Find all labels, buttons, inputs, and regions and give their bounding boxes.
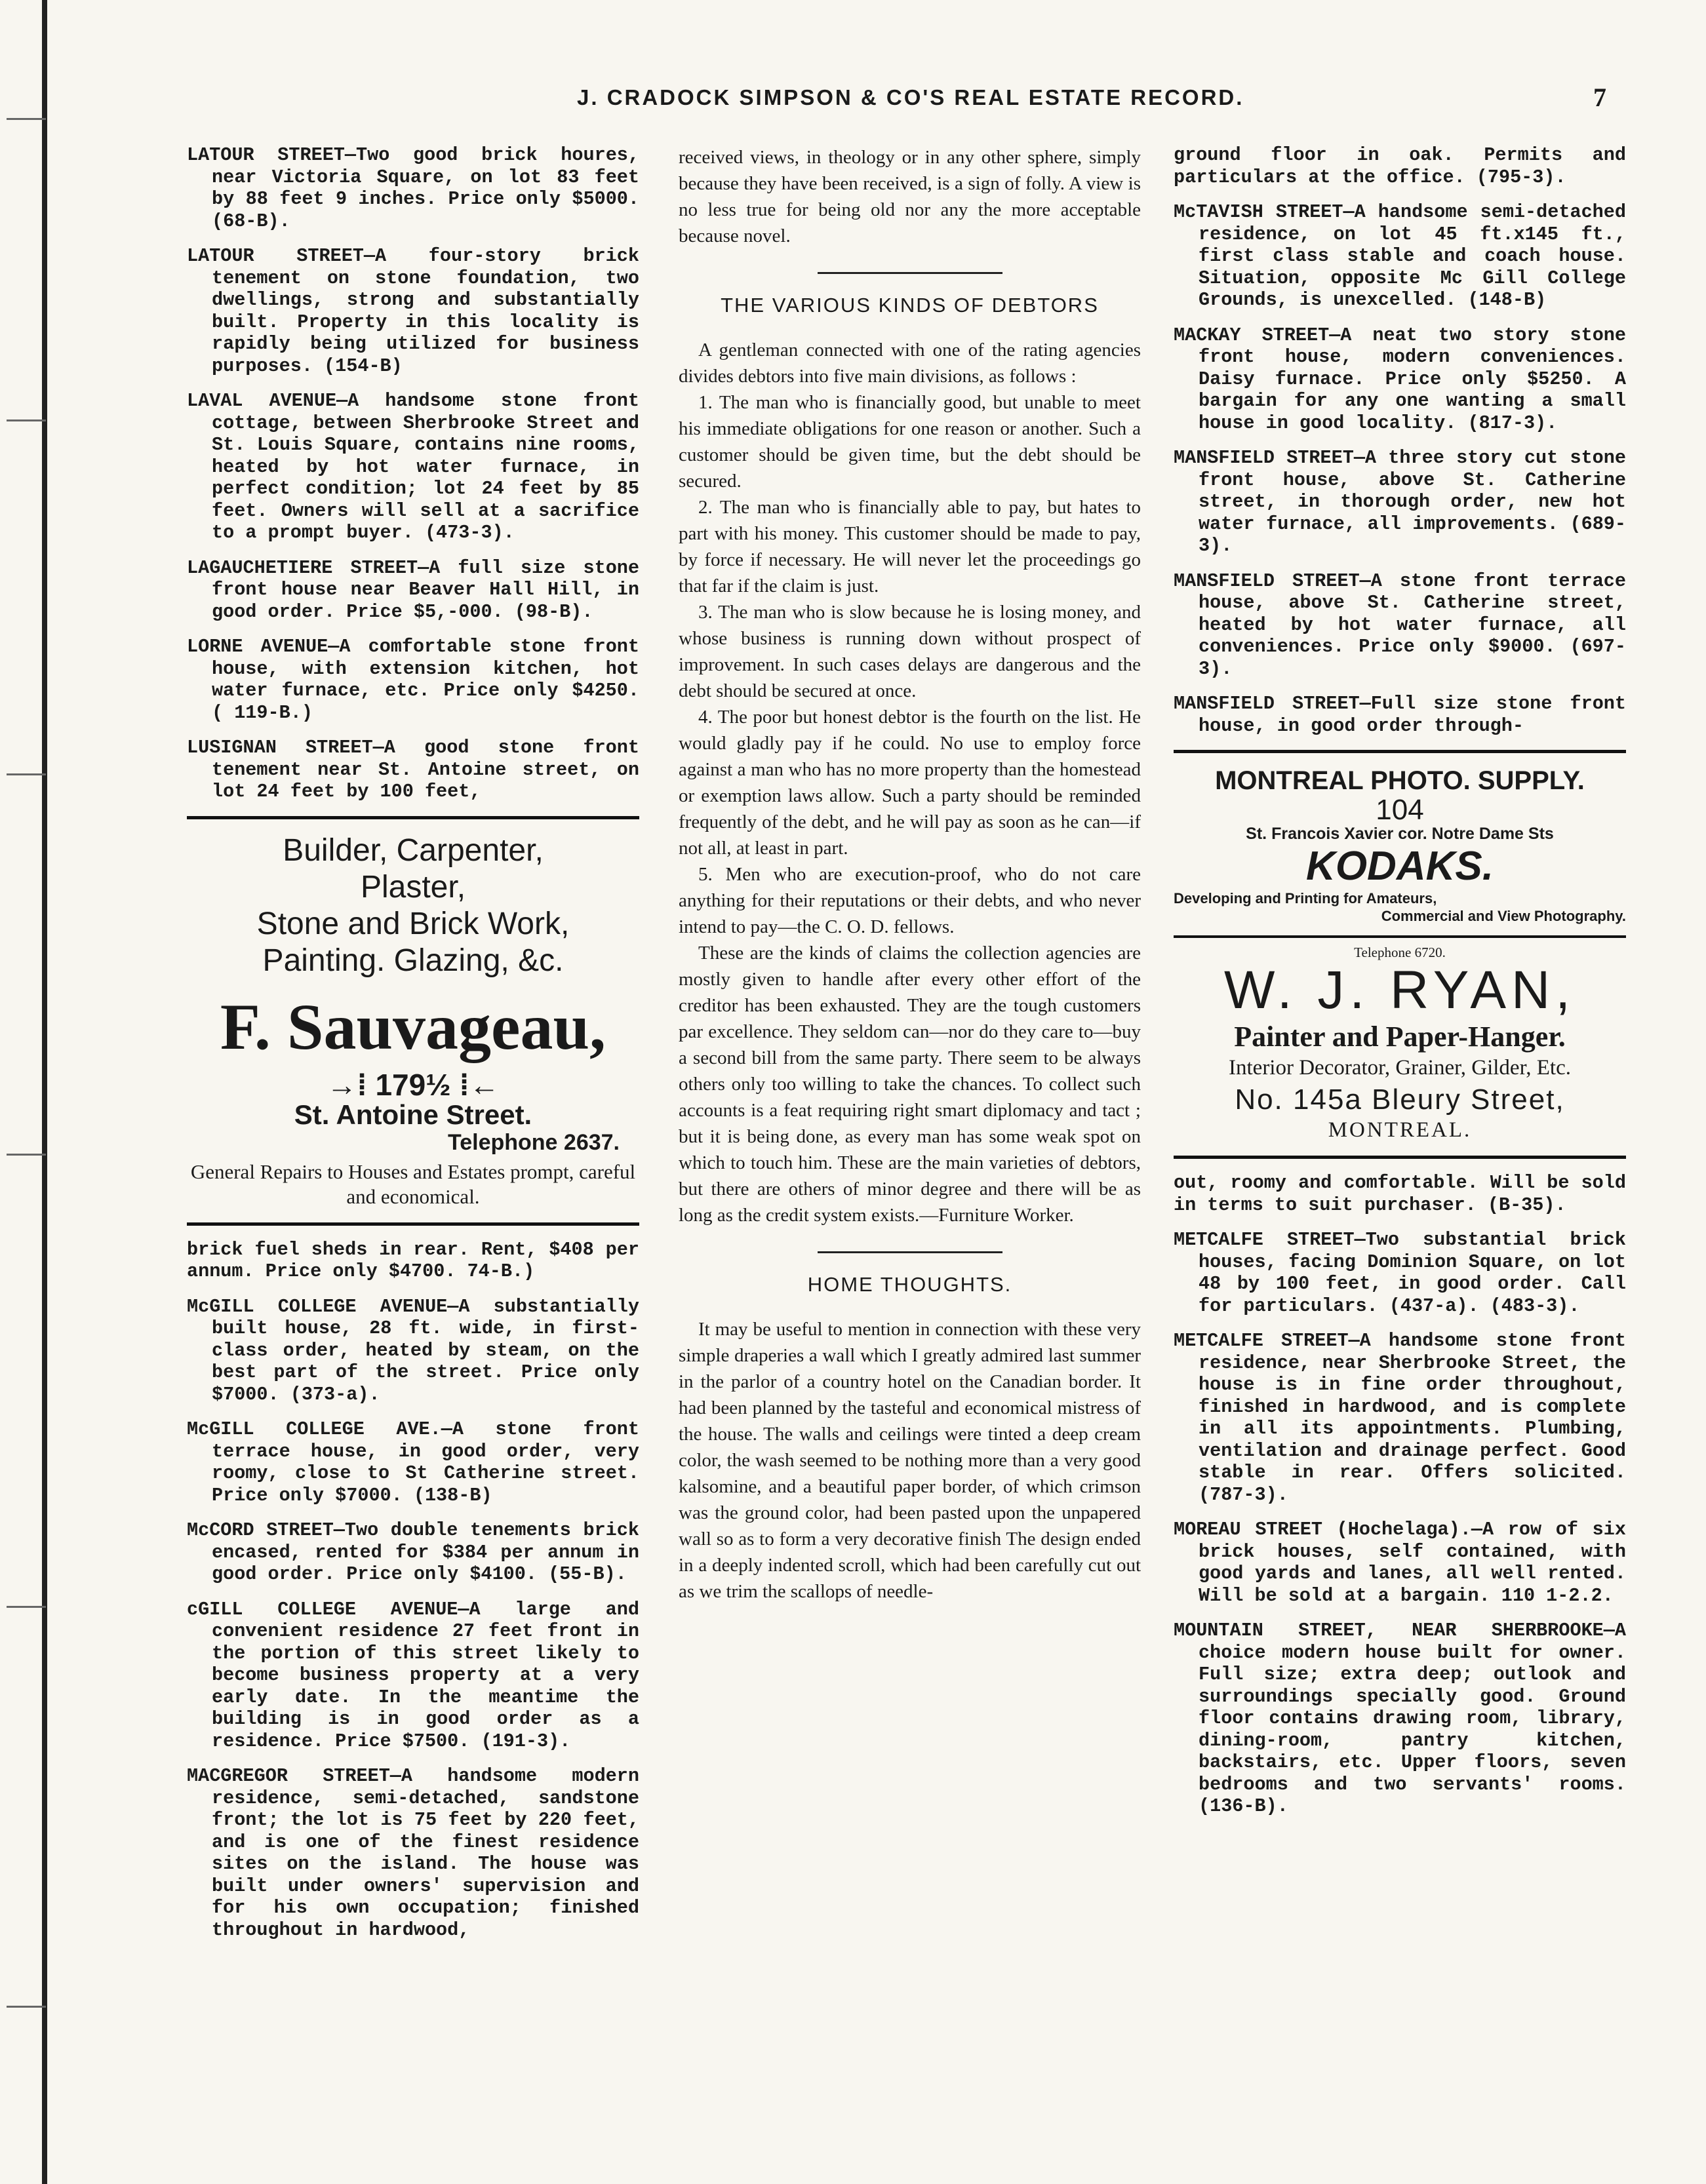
ad-city: MONTREAL. xyxy=(1328,1118,1472,1142)
ad-number: 104 xyxy=(1376,794,1424,826)
ryan-advertisement xyxy=(1174,945,1626,1142)
ad-trade-line: Stone and Brick Work, xyxy=(256,906,570,941)
listing: MACKAY STREET—A neat two story stone front house, modern conveniences. Daisy furnace. Price only $5250. A bargain for any one wanting a small house in good locality. (817-3). xyxy=(1174,324,1626,434)
listing: McCORD STREET—Two double tenements brick encased, rented for $384 per annum in good order. Price only $4100. (55-B). xyxy=(187,1519,639,1585)
ad-street: St. Antoine Street. xyxy=(294,1099,532,1130)
paragraph: 4. The poor but honest debtor is the fourth on the list. He would gladly pay if he could. No use to employ force against a man who has no more property than the homestead or exemption laws allow. Such a party should be reminded frequently of the debt, and he will pay as soon as he can—if not all, at least in part. xyxy=(679,707,1141,859)
ad-trade: Painter and Paper-Hanger. xyxy=(1234,1021,1566,1053)
column-1 xyxy=(187,144,639,1954)
page-number: 7 xyxy=(1593,83,1606,112)
paragraph: These are the kinds of claims the collection agencies are mostly given to handle after every other effort of the creditor has been exhausted. They are the tough customers par excellence. They seldom can—nor do they care to—buy a second bill from the same party. There seem to be always others only too willing to take the chances. To collect such accounts is a feat requiring right smart diplomacy and tact ; but it is being done, as every man has some weak spot on which to touch him. These are the main varieties of debtors, but there are others of minor degree and there will be as long as the credit system exists.—Furniture Worker. xyxy=(679,943,1141,1226)
listing: McGILL COLLEGE AVENUE—A substantially built house, 28 ft. wide, in first-class order, heated by steam, on the best part of the street. Price only $7000. (373-a). xyxy=(187,1295,639,1405)
listing: out, roomy and comfortable. Will be sold in terms to suit purchaser. (B-35). xyxy=(1174,1172,1626,1216)
running-header: J. CRADOCK SIMPSON & CO'S REAL ESTATE RECORD. xyxy=(577,85,1244,109)
photo-supply-advertisement xyxy=(1174,766,1626,925)
divider xyxy=(187,816,639,819)
paragraph: 5. Men who are execution-proof, who do not care anything for their reputations or their debts, and who never intend to pay—the C. O. D. fellows. xyxy=(679,864,1141,937)
listing: MANSFIELD STREET—A three story cut stone front house, above St. Catherine street, in thorough order, new hot water furnace, all improvements. (689-3). xyxy=(1174,447,1626,556)
divider xyxy=(1174,935,1626,938)
listing: LUSIGNAN STREET—A good stone front tenement near St. Antoine street, on lot 24 feet by 100 feet, xyxy=(187,737,639,802)
ad-address: St. Francois Xavier cor. Notre Dame Sts xyxy=(1246,825,1554,843)
ad-line: Developing and Printing for Amateurs, xyxy=(1174,890,1437,907)
paragraph: It may be useful to mention in connection with these very simple draperies a wall which I greatly admired last summer in the parlor of a country hotel on the Canadian border. It had been planned by the tasteful and economical mistress of the house. The walls and ceilings were tinted a deep cream color, the wash seemed to be nothing more than a very good kalsomine, and a beautiful paper border, of which crimson was the ground color, had been pasted upon the unpapered wall so as to form a very decorative finish The design ended in a deeply indented scroll, which had been carefully cut out as we trim the scallops of needle- xyxy=(679,1319,1141,1602)
listing: LORNE AVENUE—A comfortable stone front house, with extension kitchen, hot water furnace, etc. Price only $4250. ( 119-B.) xyxy=(187,636,639,724)
listing: MOREAU STREET (Hochelaga).—A row of six brick houses, self contained, with good yards and lanes, all well rented. Will be sold at a bargain. 110 1-2.2. xyxy=(1174,1519,1626,1607)
listing: McGILL COLLEGE AVE.—A stone front terrace house, in good order, very roomy, close to St Catherine street. Price only $7000. (138-B) xyxy=(187,1418,639,1506)
divider xyxy=(1174,1156,1626,1159)
ad-business-name: F. Sauvageau, xyxy=(220,990,606,1063)
divider xyxy=(187,1222,639,1226)
ad-line: Commercial and View Photography. xyxy=(1381,908,1626,924)
ad-title: MONTREAL PHOTO. SUPPLY. xyxy=(1215,766,1585,795)
listing: LATOUR STREET—A four-story brick tenement on stone foundation, two dwellings, strong and substantially built. Property in this locality is rapidly being utilized for business purposes. (154-B) xyxy=(187,245,639,377)
paragraph: A gentleman connected with one of the rating agencies divides debtors into five main divisions, as follows : xyxy=(679,340,1141,387)
article-continuation: received views, in theology or in any other sphere, simply because they have been received, is a sign of folly. A view is no less true for being old nor any the more acceptable because novel. xyxy=(679,147,1141,246)
listing: McTAVISH STREET—A handsome semi-detached residence, on lot 45 ft.x145 ft., first class stable and coach house. Situation, opposite Mc Gill College Grounds, is unexcelled. (148-B) xyxy=(1174,201,1626,311)
listing: MANSFIELD STREET—A stone front terrace house, above St. Catherine street, heated by hot water furnace, all conveniences. Price only $9000. (697-3). xyxy=(1174,570,1626,680)
binding-edge xyxy=(0,0,46,2184)
divider xyxy=(818,1251,1002,1253)
listing: LAGAUCHETIERE STREET—A full size stone front house near Beaver Hall Hill, in good order. Price $5,-000. (98-B). xyxy=(187,556,639,623)
column-3 xyxy=(1174,144,1626,1831)
listing: cGILL COLLEGE AVENUE—A large and convenient residence 27 feet front in the portion of this street likely to become business property at a very early date. In the meantime the building is in good order as a residence. Price $7500. (191-3). xyxy=(187,1598,639,1752)
ad-trade-line: Painting. Glazing, &c. xyxy=(262,943,564,978)
sauvageau-advertisement xyxy=(187,832,639,1209)
ad-telephone: Telephone 6720. xyxy=(1354,945,1446,960)
listing: METCALFE STREET—Two substantial brick houses, facing Dominion Square, on lot 48 by 100 feet, in good order. Call for particulars. (437-a). (483-3). xyxy=(1174,1229,1626,1317)
ad-street: No. 145a Bleury Street, xyxy=(1235,1083,1565,1116)
ad-trade-line: Builder, Carpenter, xyxy=(283,832,544,868)
listing: MOUNTAIN STREET, NEAR SHERBROOKE—A choice modern house built for owner. Full size; extra deep; outlook and surroundings specially good. Ground floor contains drawing room, library, dining-room, pantry kitchen, backstairs, etc. Upper floors, seven bedrooms and two servants' rooms. (136-B). xyxy=(1174,1620,1626,1817)
listing: MANSFIELD STREET—Full size stone front house, in good order through- xyxy=(1174,693,1626,737)
section-title: HOME THOUGHTS. xyxy=(807,1273,1012,1296)
listing: ground floor in oak. Permits and particulars at the office. (795-3). xyxy=(1174,144,1626,188)
column-2 xyxy=(679,144,1141,1605)
ad-subtitle: Interior Decorator, Grainer, Gilder, Etc. xyxy=(1229,1056,1571,1080)
ad-note: General Repairs to Houses and Estates prompt, careful and economical. xyxy=(190,1160,636,1208)
ad-brand: KODAKS. xyxy=(1306,844,1494,889)
ad-trade-line: Plaster, xyxy=(360,869,466,905)
ad-street-number: →⁞ 179½ ⁞← xyxy=(327,1067,500,1102)
paragraph: 1. The man who is financially good, but unable to meet his immediate obligations for one reason or another. Such a customer should be given time, but the debt should be secured. xyxy=(679,392,1141,492)
ad-business-name: W. J. RYAN, xyxy=(1223,960,1576,1020)
divider xyxy=(1174,750,1626,753)
listing: METCALFE STREET—A handsome stone front residence, near Sherbrooke Street, the house is in fine order throughout, finished in hardwood, and is complete in all its appointments. Plumbing, ventilation and drainage perfect. Good stable in rear. Offers solicited. (787-3). xyxy=(1174,1330,1626,1506)
listing: LATOUR STREET—Two good brick houres, near Victoria Square, on lot 83 feet by 88 feet 9 inches. Price only $5000. (68-B). xyxy=(187,144,639,232)
ad-telephone: Telephone 2637. xyxy=(447,1129,620,1155)
section-title: THE VARIOUS KINDS OF DEBTORS xyxy=(721,294,1099,317)
paragraph: 2. The man who is financially able to pay, but hates to part with his money. This customer should be made to pay, by force if necessary. He will never let the proceedings go that far if the claim is just. xyxy=(679,497,1141,596)
listing: LAVAL AVENUE—A handsome stone front cottage, between Sherbrooke Street and St. Louis Square, contains nine rooms, heated by hot water furnace, in perfect condition; lot 24 feet by 85 feet. Owners will sell at a sacrifice to a prompt buyer. (473-3). xyxy=(187,390,639,543)
listing: brick fuel sheds in rear. Rent, $408 per annum. Price only $4700. 74-B.) xyxy=(187,1238,639,1282)
paragraph: 3. The man who is slow because he is losing money, and whose business is running down without prospect of improvement. In such cases delays are dangerous and the debt should be secured at once. xyxy=(679,602,1141,701)
listing: MACGREGOR STREET—A handsome modern residence, semi-detached, sandstone front; the lot is 75 feet by 220 feet, and is one of the finest residence sites on the island. The house was built under owners' supervision and for his own occupation; finished throughout in hardwood, xyxy=(187,1765,639,1941)
divider xyxy=(818,272,1002,274)
